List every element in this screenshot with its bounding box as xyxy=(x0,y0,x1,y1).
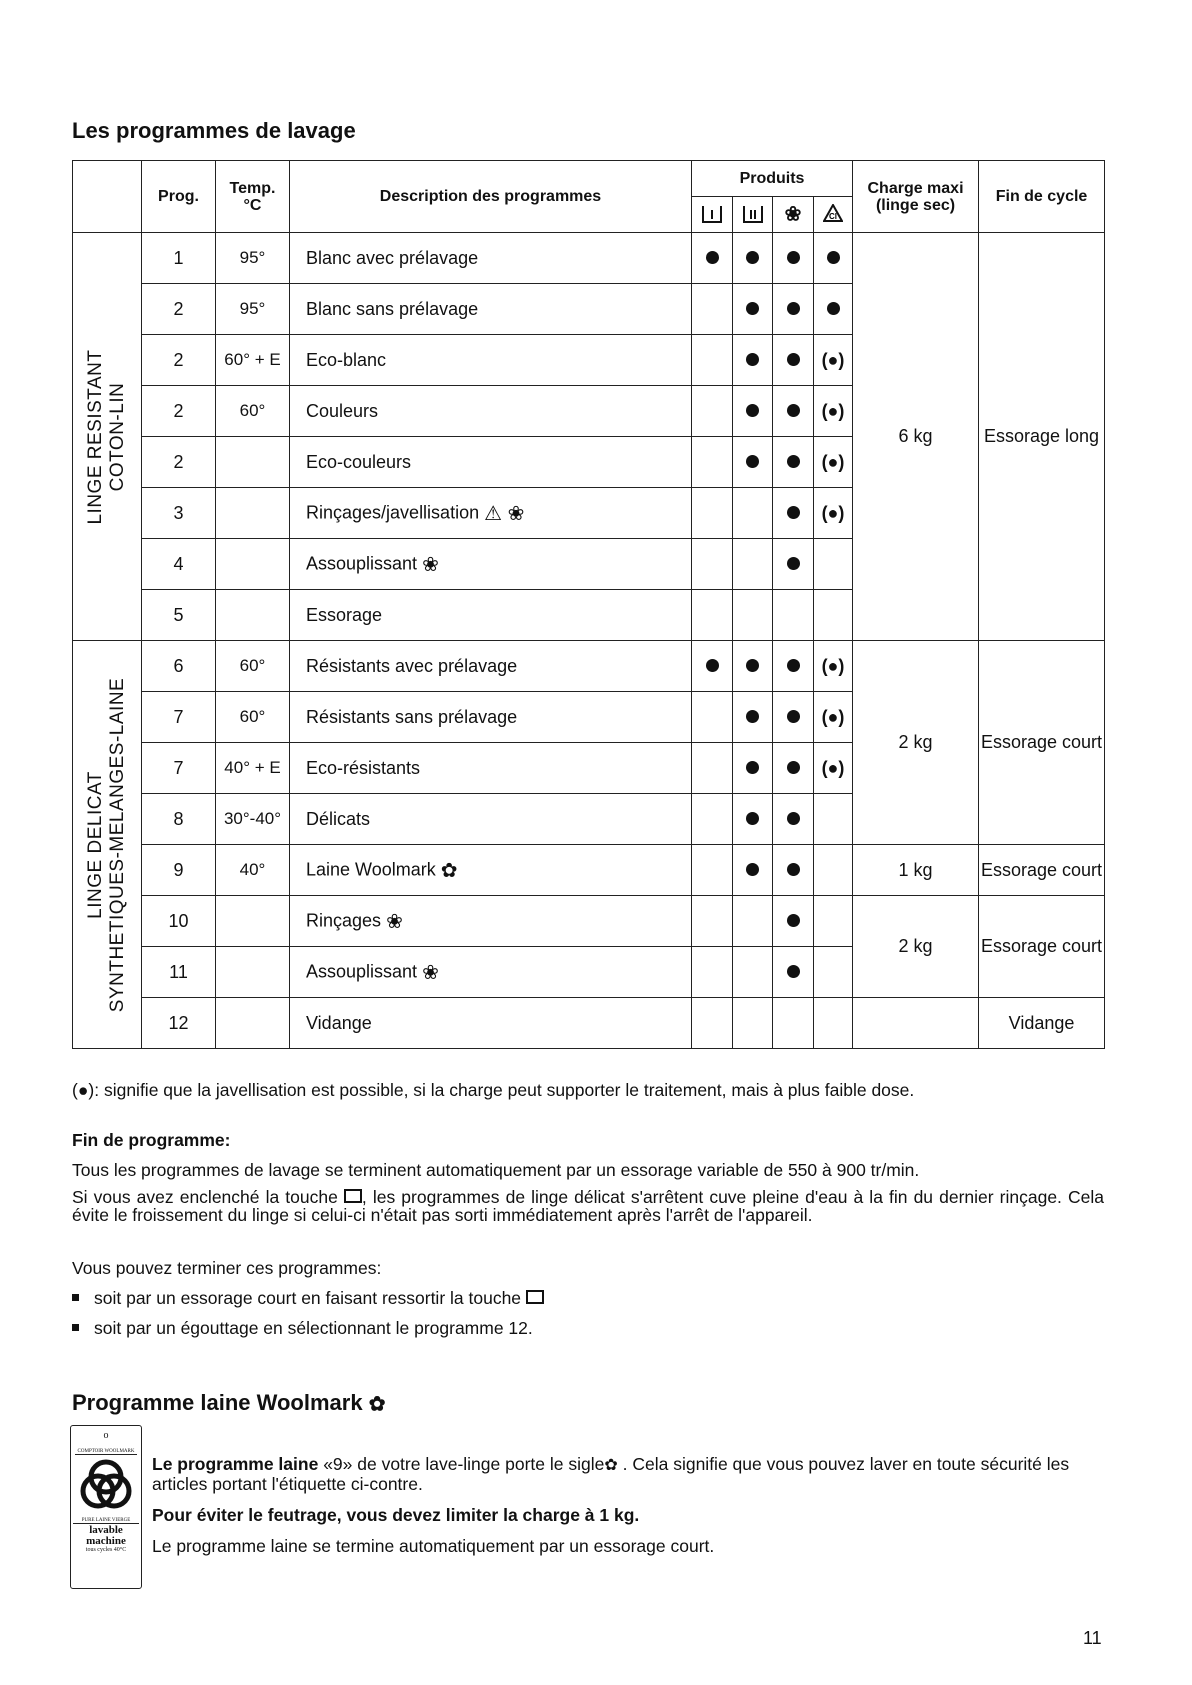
program-description: Rinçages/javellisation ⚠ ❀ xyxy=(290,488,692,539)
table-row xyxy=(73,641,1105,692)
temperature: 40° + E xyxy=(216,743,290,794)
program-description: Couleurs xyxy=(290,386,692,437)
program-description: Blanc sans prélavage xyxy=(290,284,692,335)
fin-de-cycle: Essorage court xyxy=(979,896,1105,998)
program-description: Résistants sans prélavage xyxy=(290,692,692,743)
product-empty xyxy=(692,539,733,590)
product-dot xyxy=(773,896,814,947)
header-temp: Temp. °C xyxy=(216,161,290,233)
page-title: Les programmes de lavage xyxy=(72,118,356,143)
product-empty xyxy=(692,692,733,743)
fin-paragraph-2: Si vous avez enclenché la touche , les programmes de linge délicat s'arrêtent cuve pleine d'eau à la fin du dernier rinçage. Cela évite le froissement du linge si celui-ci n'était pas sorti immédiatement après l'arrêt de l'appareil. xyxy=(72,1187,1104,1225)
product-empty xyxy=(692,743,733,794)
group-label: LINGE RESISTANT COTON-LIN xyxy=(73,233,142,641)
product-optional-dot: (●) xyxy=(814,641,853,692)
product-dot xyxy=(733,641,773,692)
programs-table xyxy=(72,160,1105,1049)
fin-de-cycle: Essorage court xyxy=(979,641,1105,845)
product-dot xyxy=(814,233,853,284)
woolmark-icon: ✿ xyxy=(368,1393,386,1416)
softener-flower-icon: ❀ xyxy=(773,197,814,233)
temperature: 30°-40° xyxy=(216,794,290,845)
table-row xyxy=(73,233,1105,284)
temperature: 95° xyxy=(216,284,290,335)
prog-number: 7 xyxy=(142,692,216,743)
product-dot xyxy=(814,284,853,335)
wool-paragraph-3: Le programme laine se termine automatiquement par un essorage court. xyxy=(152,1536,715,1556)
product-dot xyxy=(773,284,814,335)
product-empty xyxy=(814,539,853,590)
fin-de-cycle: Essorage court xyxy=(979,845,1105,896)
product-dot xyxy=(773,947,814,998)
bullet-2: soit par un égouttage en sélectionnant le programme 12. xyxy=(72,1318,1104,1338)
product-empty xyxy=(692,998,733,1049)
product-dot xyxy=(773,692,814,743)
prog-number: 11 xyxy=(142,947,216,998)
woolmark-logo-icon xyxy=(78,1455,134,1513)
product-dot xyxy=(733,845,773,896)
product-dot xyxy=(773,386,814,437)
header-desc: Description des programmes xyxy=(290,161,692,233)
product-dot xyxy=(733,335,773,386)
program-symbol-icon: ❀ xyxy=(422,553,439,576)
product-empty xyxy=(814,947,853,998)
button-icon xyxy=(344,1189,362,1203)
prog-number: 2 xyxy=(142,335,216,386)
fin-paragraph-3: Vous pouvez terminer ces programmes: xyxy=(72,1258,382,1278)
product-empty xyxy=(814,590,853,641)
product-optional-dot: (●) xyxy=(814,488,853,539)
product-empty xyxy=(692,488,733,539)
program-description: Eco-blanc xyxy=(290,335,692,386)
product-optional-dot: (●) xyxy=(814,437,853,488)
prog-number: 2 xyxy=(142,386,216,437)
prog-number: 8 xyxy=(142,794,216,845)
product-empty xyxy=(692,794,733,845)
product-dot xyxy=(733,284,773,335)
program-description: Vidange xyxy=(290,998,692,1049)
prog-number: 2 xyxy=(142,284,216,335)
product-empty xyxy=(814,794,853,845)
svg-text:Cl: Cl xyxy=(829,211,837,221)
product-empty xyxy=(733,947,773,998)
product-dot xyxy=(773,539,814,590)
product-empty xyxy=(773,998,814,1049)
footnote: (●): signifie que la javellisation est possible, si la charge peut supporter le traitement, mais à plus faible dose. xyxy=(72,1080,915,1100)
product-dot xyxy=(733,233,773,284)
product-empty xyxy=(773,590,814,641)
page-number: 11 xyxy=(1083,1628,1102,1648)
prewash-compartment-icon xyxy=(692,197,733,233)
wool-paragraph-2: Pour éviter le feutrage, vous devez limiter la charge à 1 kg. xyxy=(152,1505,640,1525)
product-dot xyxy=(773,488,814,539)
prog-number: 4 xyxy=(142,539,216,590)
header-fin: Fin de cycle xyxy=(979,161,1105,233)
charge-maxi: 2 kg xyxy=(853,641,979,845)
charge-maxi xyxy=(853,998,979,1049)
product-dot xyxy=(733,743,773,794)
header-prog: Prog. xyxy=(142,161,216,233)
temperature xyxy=(216,998,290,1049)
product-dot xyxy=(692,641,733,692)
product-dot xyxy=(733,794,773,845)
product-dot xyxy=(773,233,814,284)
bleach-triangle-icon xyxy=(814,197,853,233)
product-empty xyxy=(692,947,733,998)
program-symbol-icon: ❀ xyxy=(386,910,403,933)
product-optional-dot: (●) xyxy=(814,335,853,386)
charge-maxi: 2 kg xyxy=(853,896,979,998)
temperature xyxy=(216,437,290,488)
prog-number: 10 xyxy=(142,896,216,947)
product-empty xyxy=(692,284,733,335)
program-symbol-icon: ❀ xyxy=(422,961,439,984)
program-description: Délicats xyxy=(290,794,692,845)
product-dot xyxy=(773,437,814,488)
program-description: Résistants avec prélavage xyxy=(290,641,692,692)
temperature: 40° xyxy=(216,845,290,896)
fin-de-cycle: Essorage long xyxy=(979,233,1105,641)
program-description: Rinçages ❀ xyxy=(290,896,692,947)
temperature xyxy=(216,539,290,590)
product-dot xyxy=(773,845,814,896)
prog-number: 2 xyxy=(142,437,216,488)
fin-paragraph-1: Tous les programmes de lavage se terminent automatiquement par un essorage variable de 550 à 900 tr/min. xyxy=(72,1160,920,1180)
bullet-1: soit par un essorage court en faisant ressortir la touche xyxy=(72,1288,1104,1308)
product-empty xyxy=(692,335,733,386)
product-empty xyxy=(733,539,773,590)
charge-maxi: 1 kg xyxy=(853,845,979,896)
fin-de-cycle: Vidange xyxy=(979,998,1105,1049)
temperature xyxy=(216,590,290,641)
product-optional-dot: (●) xyxy=(814,386,853,437)
product-dot xyxy=(773,743,814,794)
product-dot xyxy=(733,386,773,437)
prog-number: 7 xyxy=(142,743,216,794)
header-charge: Charge maxi (linge sec) xyxy=(853,161,979,233)
prog-number: 5 xyxy=(142,590,216,641)
prog-number: 12 xyxy=(142,998,216,1049)
program-symbol-icon: ⚠ ❀ xyxy=(484,502,525,525)
temperature: 60° xyxy=(216,641,290,692)
product-dot xyxy=(692,233,733,284)
temperature xyxy=(216,947,290,998)
product-empty xyxy=(733,998,773,1049)
table-row xyxy=(73,845,1105,896)
woolmark-title: Programme laine Woolmark ✿ xyxy=(72,1390,386,1416)
prog-number: 1 xyxy=(142,233,216,284)
table-row xyxy=(73,896,1105,947)
header-produits: Produits xyxy=(692,161,853,197)
product-empty xyxy=(814,896,853,947)
program-description: Laine Woolmark ✿ xyxy=(290,845,692,896)
program-description: Assouplissant ❀ xyxy=(290,539,692,590)
product-empty xyxy=(692,590,733,641)
temperature xyxy=(216,488,290,539)
product-empty xyxy=(692,845,733,896)
program-description: Eco-résistants xyxy=(290,743,692,794)
prog-number: 3 xyxy=(142,488,216,539)
header-blank xyxy=(73,161,142,233)
program-description: Assouplissant ❀ xyxy=(290,947,692,998)
product-dot xyxy=(773,335,814,386)
program-description: Eco-couleurs xyxy=(290,437,692,488)
product-dot xyxy=(773,794,814,845)
table-row xyxy=(73,998,1105,1049)
product-dot xyxy=(733,437,773,488)
wash-compartment-icon xyxy=(733,197,773,233)
program-description: Blanc avec prélavage xyxy=(290,233,692,284)
temperature: 60° + E xyxy=(216,335,290,386)
product-empty xyxy=(733,896,773,947)
product-optional-dot: (●) xyxy=(814,692,853,743)
woolmark-care-label: o COMPTOIR WOOLMARK PURE LAINE VIERGE lavable machine tous cycles 40°C xyxy=(70,1425,142,1589)
fin-title: Fin de programme: xyxy=(72,1130,231,1150)
program-description: Essorage xyxy=(290,590,692,641)
program-symbol-icon: ✿ xyxy=(440,859,458,882)
temperature: 60° xyxy=(216,386,290,437)
temperature xyxy=(216,896,290,947)
product-empty xyxy=(733,590,773,641)
prog-number: 6 xyxy=(142,641,216,692)
product-empty xyxy=(733,488,773,539)
prog-number: 9 xyxy=(142,845,216,896)
button-icon xyxy=(526,1290,544,1304)
product-optional-dot: (●) xyxy=(814,743,853,794)
product-empty xyxy=(692,896,733,947)
product-dot xyxy=(733,692,773,743)
group-label: LINGE DELICAT SYNTHETIQUES-MELANGES-LAINE xyxy=(73,641,142,1049)
product-empty xyxy=(814,998,853,1049)
charge-maxi: 6 kg xyxy=(853,233,979,641)
temperature: 95° xyxy=(216,233,290,284)
product-empty xyxy=(692,437,733,488)
product-empty xyxy=(692,386,733,437)
product-dot xyxy=(773,641,814,692)
temperature: 60° xyxy=(216,692,290,743)
product-empty xyxy=(814,845,853,896)
wool-paragraph-1: Le programme laine «9» de votre lave-linge porte le sigle✿ . Cela signifie que vous pouvez laver en toute sécurité les articles portant l'étiquette ci-contre. xyxy=(152,1454,1070,1494)
